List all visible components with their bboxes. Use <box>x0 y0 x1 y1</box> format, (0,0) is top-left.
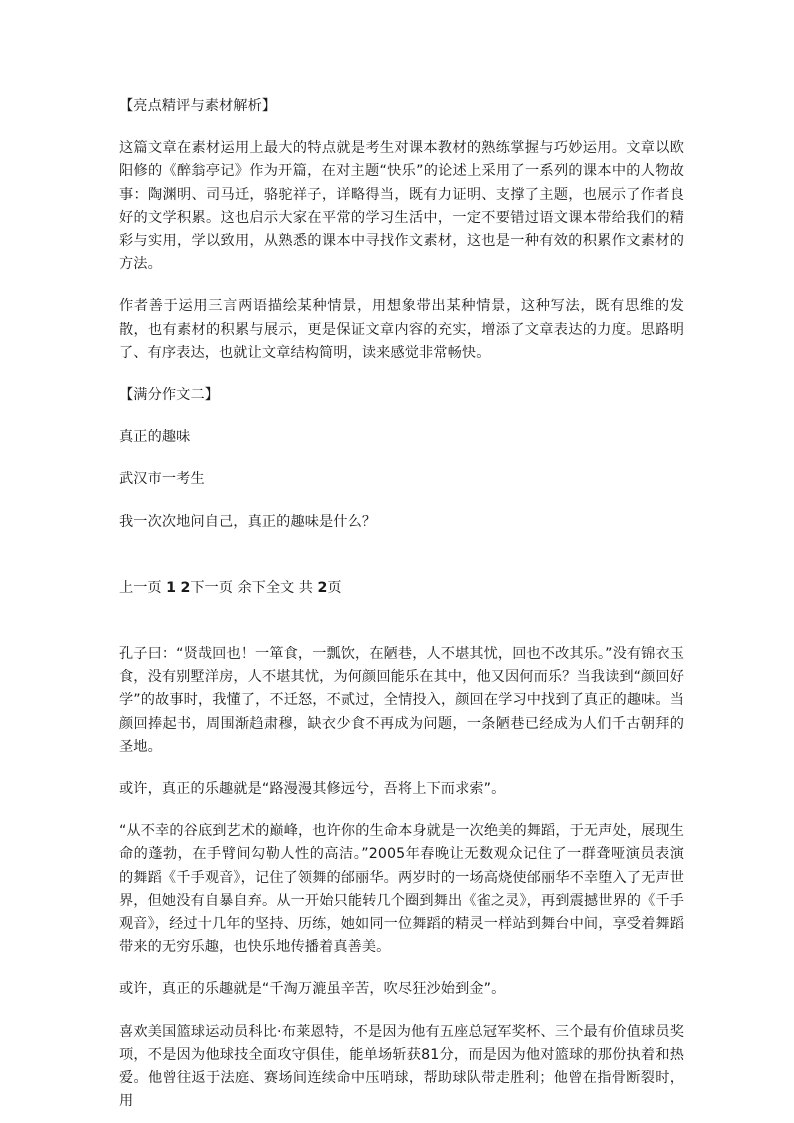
total-pages-count: 2 <box>317 579 328 596</box>
essay-paragraph-4: 或许，真正的乐趣就是“千淘万漉虽辛苦，吹尽狂沙始到金”。 <box>119 981 506 998</box>
prev-page-link[interactable]: 上一页 <box>119 579 162 596</box>
pagination <box>119 577 684 600</box>
essay-paragraph-3: “从不幸的谷底到艺术的巅峰，也许你的生命本身就是一次绝美的舞蹈，于无声处，展现生命的蓬勃，在手臂间勾勒人性的高洁。”2005年春晚让无数观众记住了一群聋哑演员表演的舞蹈《千手观音》，记住了领舞的邰丽华。两岁时的一场高烧使邰丽华不幸堕入了无声世界，但她没有自暴自弃。从一开始只能转几个圈到舞出《雀之灵》，再到震撼世界的《千手观音》，经过十几年的坚持、历练，她如同一位舞蹈的精灵一样站到舞台中间，享受着舞蹈带来的无穷乐趣，也快乐地传播着真善美。 <box>119 823 684 956</box>
commentary-paragraph-2: 作者善于运用三言两语描绘某种情景，用想象带出某种情景，这种写法，既有思维的发散，也有素材的积累与展示，更是保证文章内容的充实，增添了文章表达的力度。思路明了、有序表达，也就让文章结构简明，读来感觉非常畅快。 <box>119 298 684 361</box>
essay-paragraph-2: 或许，真正的乐趣就是“路漫漫其修远兮，吾将上下而求索”。 <box>119 781 506 798</box>
commentary-paragraph-1: 这篇文章在素材运用上最大的特点就是考生对课本教材的熟练掌握与巧妙运用。文章以欧阳修的《醉翁亭记》作为开篇，在对主题“快乐”的论述上采用了一系列的课本中的人物故事：陶渊明、司马迁，骆驼祥子，详略得当，既有力证明、支撑了主题，也展示了作者良好的文学积累。这也启示大家在平常的学习生活中，一定不要错过语文课本带给我们的精彩与实用，学以致用，从熟悉的课本中寻找作文素材，这也是一种有效的积累作文素材的方法。 <box>119 140 684 273</box>
section-heading-essay: 【满分作文二】 <box>119 387 220 404</box>
read-rest-link[interactable]: 余下全文 <box>237 579 295 596</box>
essay-paragraph-1: 孔子曰：“贤哉回也！一箪食，一瓢饮，在陋巷，人不堪其忧，回也不改其乐。”没有锦衣玉食，没有别墅洋房，人不堪其忧，为何颜回能乐在其中，他又因何而乐？当我读到“颜回好学”的故事时，我懂了，不迁怒，不贰过，全情投入，颜回在学习中找到了真正的趣味。当颜回捧起书，周围渐趋肃穆，缺衣少食不再成为问题，一条陋巷已经成为人们千古朝拜的圣地。 <box>119 646 685 755</box>
total-pages-suffix: 页 <box>327 579 342 596</box>
essay-intro: 我一次次地问自己，真正的趣味是什么？ <box>119 513 377 530</box>
section-heading-highlights: 【亮点精评与素材解析】 <box>119 98 277 114</box>
essay-title: 真正的趣味 <box>119 429 191 446</box>
essay-author: 武汉市一考生 <box>119 471 205 488</box>
document-page <box>119 95 684 1114</box>
total-pages-prefix: 共 <box>298 579 313 596</box>
next-page-link[interactable]: 下一页 <box>190 579 233 596</box>
page-link-1[interactable]: 1 <box>166 579 176 596</box>
essay-paragraph-5: 喜欢美国篮球运动员科比·布莱恩特，不是因为他有五座总冠军奖杯、三个最有价值球员奖项，不是因为他球技全面攻守俱佳，能单场斩获81分，而是因为他对篮球的那份执着和热爱。他曾往返于法庭、赛场间连续命中压哨球，帮助球队带走胜利；他曾在指骨断裂时，用 <box>119 1023 684 1110</box>
page-link-2[interactable]: 2 <box>180 579 191 596</box>
